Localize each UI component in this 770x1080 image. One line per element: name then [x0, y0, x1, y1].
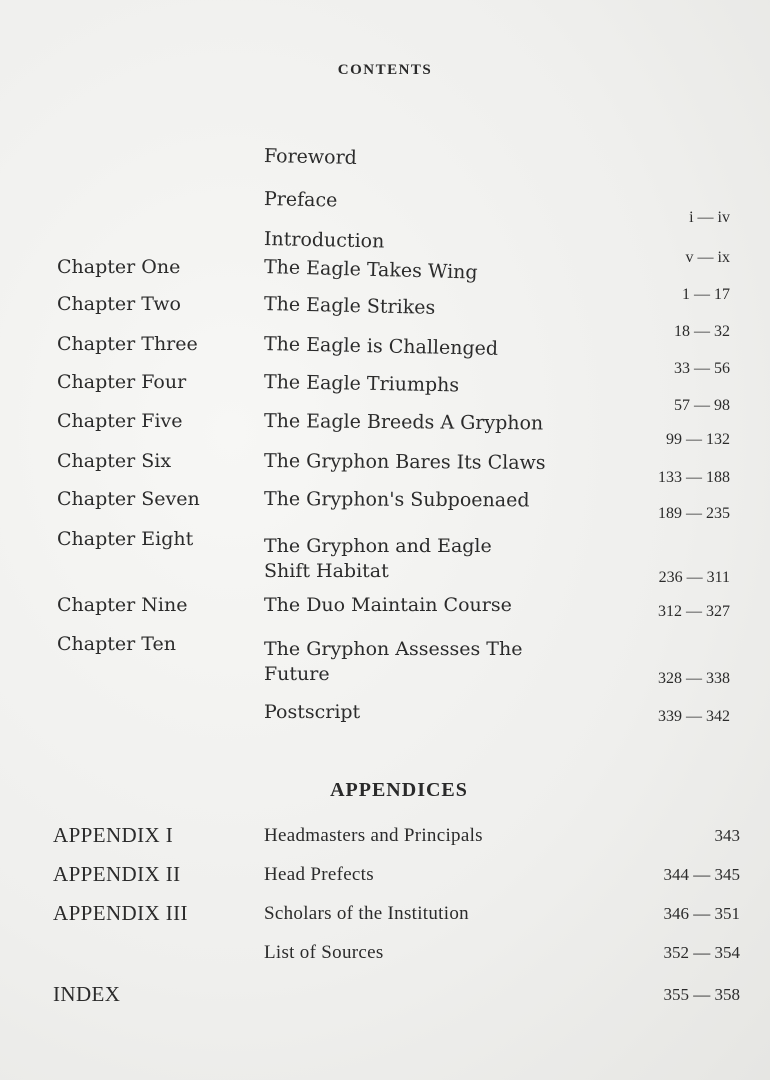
- toc-row-preface: [0, 187, 770, 227]
- toc-title: The Eagle Takes Wing: [263, 256, 478, 284]
- toc-pages: i — iv: [689, 209, 730, 226]
- toc-pages: 352 — 354: [663, 943, 740, 962]
- toc-label: Chapter Eight: [57, 528, 194, 550]
- toc-label: Chapter Six: [57, 450, 172, 472]
- toc-pages: 33 — 56: [674, 360, 730, 377]
- toc-pages: 189 — 235: [658, 505, 730, 522]
- toc-title: The Gryphon Assesses The Future: [264, 638, 523, 685]
- toc-title: The Eagle Triumphs: [263, 371, 460, 397]
- toc-row-chapter-eight: [0, 527, 770, 587]
- toc-pages: 344 — 345: [663, 865, 740, 884]
- toc-row-appendix-1: [0, 823, 770, 863]
- toc-title: The Duo Maintain Course: [264, 594, 512, 616]
- toc-label: Chapter Ten: [57, 633, 176, 655]
- toc-label: INDEX: [53, 982, 121, 1006]
- toc-pages: 18 — 32: [674, 323, 730, 340]
- toc-title: Preface: [263, 188, 338, 212]
- toc-row-chapter-five: [0, 409, 770, 449]
- toc-row-chapter-six: [0, 449, 770, 489]
- toc-row-chapter-three: [0, 332, 770, 377]
- toc-row-chapter-nine: [0, 593, 770, 633]
- toc-row-list-of-sources: [0, 940, 770, 980]
- toc-pages: 346 — 351: [663, 904, 740, 923]
- appendices-heading: APPENDICES: [330, 779, 468, 801]
- toc-pages: 328 — 338: [658, 670, 730, 687]
- toc-label: APPENDIX III: [53, 901, 188, 925]
- toc-row-chapter-four: [0, 370, 770, 414]
- toc-label: Chapter Seven: [57, 488, 200, 510]
- toc-row-chapter-seven: [0, 487, 770, 527]
- toc-title: Postscript: [264, 701, 361, 723]
- toc-pages: 343: [714, 826, 740, 845]
- toc-label: Chapter Five: [57, 410, 183, 432]
- toc-pages: 339 — 342: [658, 708, 730, 725]
- toc-row-appendix-2: [0, 862, 770, 902]
- toc-title: List of Sources: [264, 942, 384, 963]
- toc-title: The Eagle Strikes: [263, 293, 436, 319]
- toc-label: APPENDIX II: [53, 862, 181, 886]
- toc-pages: 236 — 311: [658, 569, 730, 586]
- toc-title: Scholars of the Institution: [264, 903, 469, 924]
- toc-row-chapter-one: [0, 255, 770, 303]
- toc-label: Chapter Two: [57, 293, 181, 315]
- toc-title: Headmasters and Principals: [264, 825, 483, 846]
- toc-pages: 133 — 188: [658, 469, 730, 486]
- toc-row-chapter-ten: [0, 632, 770, 692]
- toc-pages: 57 — 98: [674, 397, 730, 414]
- toc-pages: 1 — 17: [682, 286, 730, 303]
- toc-pages: v — ix: [685, 249, 730, 266]
- toc-title: The Gryphon Bares Its Claws: [263, 450, 546, 474]
- toc-pages: 99 — 132: [666, 431, 730, 448]
- toc-title: Introduction: [263, 228, 385, 253]
- toc-title: The Eagle Breeds A Gryphon: [263, 410, 544, 435]
- toc-row-foreword: [0, 144, 770, 184]
- toc-row-index: [0, 982, 770, 1022]
- contents-heading: CONTENTS: [337, 62, 433, 78]
- toc-row-chapter-two: [0, 292, 770, 340]
- toc-row-appendix-3: [0, 901, 770, 941]
- toc-label: APPENDIX I: [53, 823, 174, 847]
- toc-title: The Eagle is Challenged: [263, 333, 499, 360]
- toc-label: Chapter One: [57, 256, 181, 278]
- toc-title: Foreword: [263, 145, 358, 169]
- toc-pages: 355 — 358: [663, 985, 740, 1004]
- toc-label: Chapter Four: [57, 371, 187, 393]
- toc-title: The Gryphon and Eagle Shift Habitat: [264, 535, 492, 582]
- toc-label: Chapter Three: [57, 333, 198, 355]
- toc-row-postscript: [0, 700, 770, 740]
- toc-label: Chapter Nine: [57, 594, 188, 616]
- toc-pages: 312 — 327: [658, 603, 730, 620]
- toc-title: Head Prefects: [264, 864, 374, 885]
- toc-title: The Gryphon's Subpoenaed: [263, 488, 530, 512]
